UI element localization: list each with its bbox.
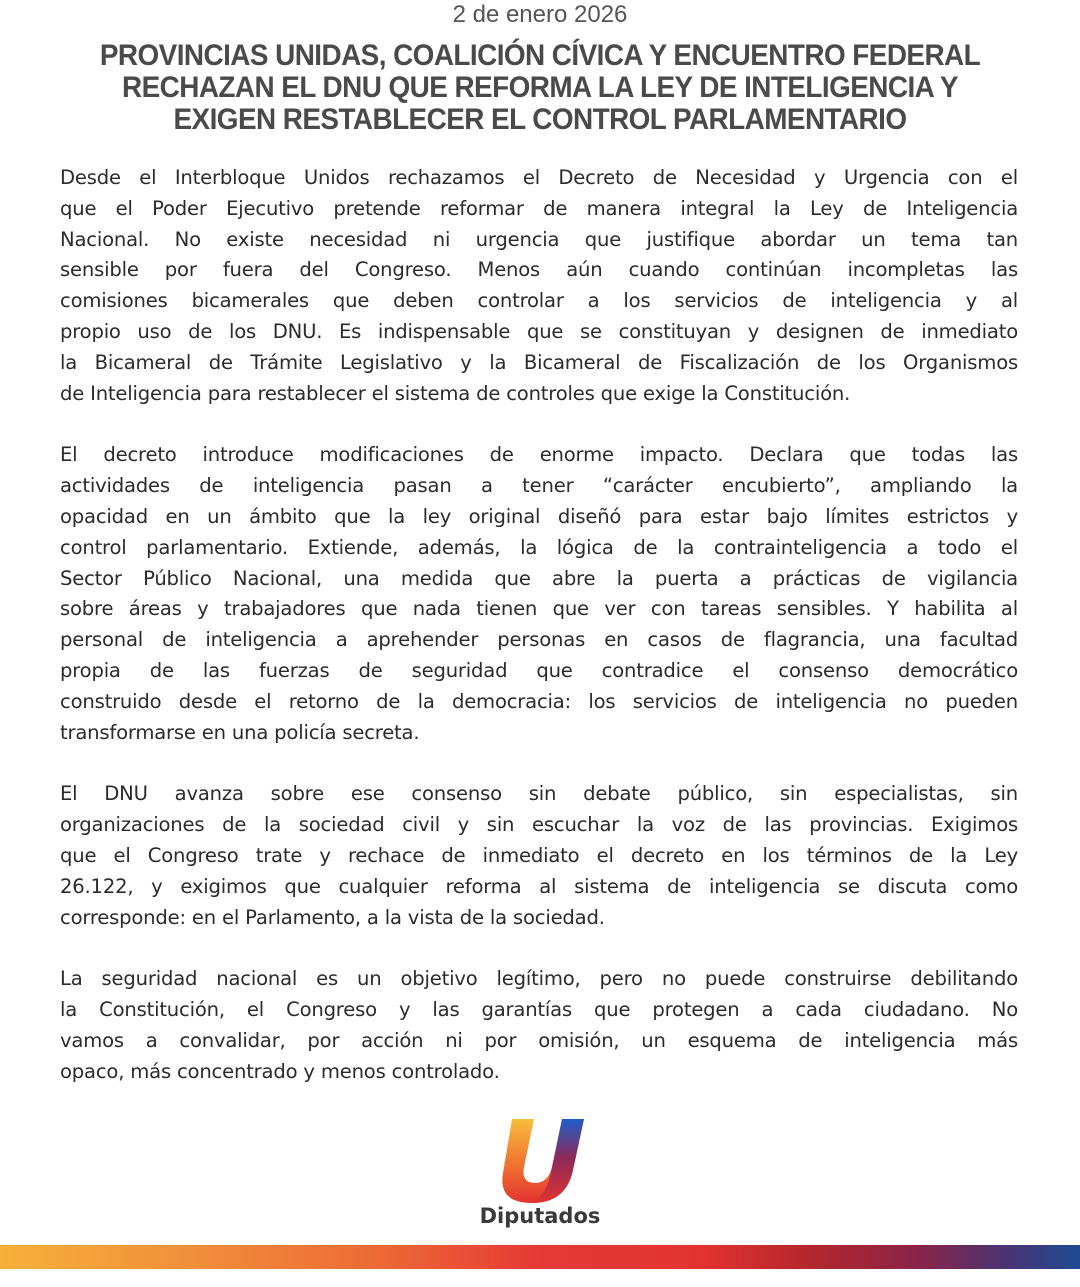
paragraph-line: sobre áreas y trabajadores que nada tienen que ver con tareas sensibles. Y habilita al — [60, 597, 1018, 621]
paragraph-line: Nacional. No existe necesidad ni urgencia que justifique abordar un tema tan — [60, 227, 1018, 251]
paragraph-line: de Inteligencia para restablecer el sistema de controles que exige la Constitución. — [60, 381, 851, 405]
paragraph-line: propia de las fuerzas de seguridad que contradice el consenso democrático — [60, 658, 1018, 682]
paragraph — [60, 779, 1018, 933]
paragraph-line: vamos a convalidar, por acción ni por omisión, un esquema de inteligencia más — [60, 1028, 1018, 1052]
paragraph-line: propio uso de los DNU. Es indispensable que se constituyan y designen de inmediato — [60, 319, 1018, 343]
paragraph-line: 26.122, y exigimos que cualquier reforma al sistema de inteligencia se discuta como — [60, 874, 1018, 898]
paragraph-line: construido desde el retorno de la democracia: los servicios de inteligencia no pueden — [60, 689, 1018, 713]
paragraph-line: La seguridad nacional es un objetivo legítimo, pero no puede construirse debilitando — [60, 967, 1018, 991]
u-logo-icon — [490, 1115, 590, 1205]
document-title — [38, 40, 1042, 136]
paragraph-line: opacidad en un ámbito que la ley original diseñó para estar bajo límites estrictos y — [60, 504, 1018, 528]
paragraph-line: corresponde: en el Parlamento, a la vista de la sociedad. — [60, 905, 605, 929]
paragraph-line: que el Poder Ejecutivo pretende reformar de manera integral la Ley de Inteligencia — [60, 196, 1018, 220]
paragraph-line: sensible por fuera del Congreso. Menos aún cuando continúan incompletas las — [60, 258, 1018, 282]
paragraph-line: organizaciones de la sociedad civil y sin escuchar la voz de las provincias. Exigimos — [60, 813, 1018, 837]
title-line: EXIGEN RESTABLECER EL CONTROL PARLAMENTARIO — [173, 103, 907, 136]
brand-label: Diputados — [479, 1204, 601, 1228]
paragraph-line: transformarse en una policía secreta. — [60, 720, 420, 744]
paragraph-line: opaco, más concentrado y menos controlado. — [60, 1059, 500, 1083]
paragraph-line: control parlamentario. Extiende, además, la lógica de la contrainteligencia a todo el — [60, 535, 1018, 559]
title-line: PROVINCIAS UNIDAS, COALICIÓN CÍVICA Y ENCUENTRO FEDERAL — [99, 39, 981, 72]
paragraph-line: la Constitución, el Congreso y las garantías que protegen a cada ciudadano. No — [60, 998, 1018, 1022]
paragraph — [60, 440, 1018, 748]
document-body — [60, 163, 1018, 1119]
paragraph-line: El DNU avanza sobre ese consenso sin debate público, sin especialistas, sin — [60, 782, 1018, 806]
paragraph-line: personal de inteligencia a aprehender personas en casos de flagrancia, una facultad — [60, 628, 1018, 652]
paragraph — [60, 964, 1018, 1087]
paragraph-line: que el Congreso trate y rechace de inmediato el decreto en los términos de la Ley — [60, 843, 1018, 867]
paragraph-line: Desde el Interbloque Unidos rechazamos el Decreto de Necesidad y Urgencia con el — [60, 166, 1018, 189]
paragraph-line: El decreto introduce modificaciones de enorme impacto. Declara que todas las — [60, 443, 1018, 467]
paragraph-line: Sector Público Nacional, una medida que abre la puerta a prácticas de vigilancia — [60, 566, 1018, 590]
document-date: 2 de enero 2026 — [452, 1, 628, 28]
title-line: RECHAZAN EL DNU QUE REFORMA LA LEY DE INTELIGENCIA Y — [122, 71, 958, 104]
paragraph-line: comisiones bicamerales que deben controlar a los servicios de inteligencia y al — [60, 289, 1018, 313]
paragraph-line: la Bicameral de Trámite Legislativo y la Bicameral de Fiscalización de los Organismos — [60, 350, 1018, 374]
paragraph-line: actividades de inteligencia pasan a tener “carácter encubierto”, ampliando la — [60, 474, 1018, 498]
footer-gradient-bar — [0, 1245, 1080, 1269]
paragraph — [60, 163, 1018, 409]
